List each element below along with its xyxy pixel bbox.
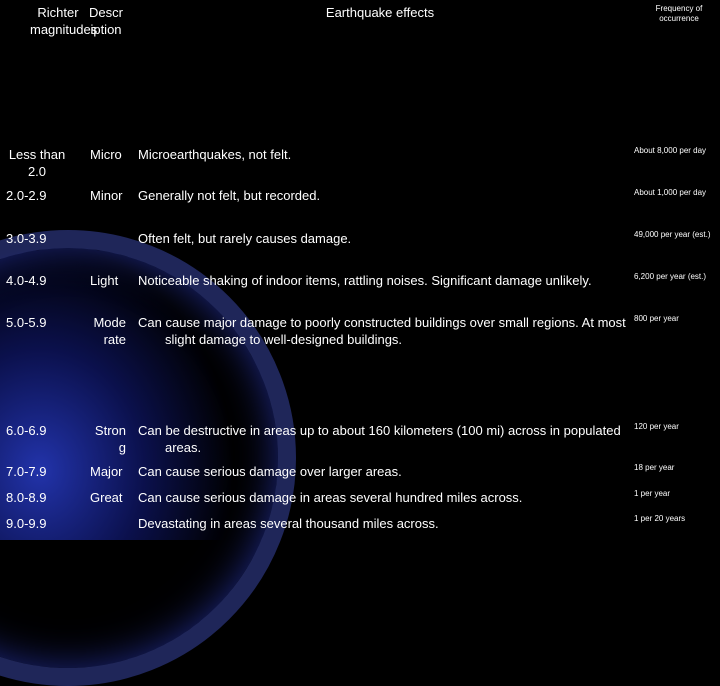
magnitude-cell: 7.0-7.9 xyxy=(6,464,47,479)
description-cell: Major xyxy=(90,464,123,479)
frequency-cell: 800 per year xyxy=(634,314,679,323)
description-cell: Moderate xyxy=(93,315,126,347)
magnitude-cell: 2.0-2.9 xyxy=(6,188,47,203)
header-effects: Earthquake effects xyxy=(325,5,435,20)
description-cell: Minor xyxy=(90,188,123,203)
frequency-cell: 1 per year xyxy=(634,489,671,498)
header-richter: Richter magnitudes xyxy=(30,5,98,37)
effect-cell: Noticeable shaking of indoor items, rattling noises. Significant damage unlikely. xyxy=(138,273,592,288)
effect-cell: Can cause serious damage in areas several hundred miles across. xyxy=(138,490,523,505)
effect-cell: Can be destructive in areas up to about 160 kilometers (100 mi) across in populated areas. xyxy=(138,423,621,455)
effect-cell: Devastating in areas several thousand miles across. xyxy=(138,516,439,531)
effect-cell: Can cause major damage to poorly constructed buildings over small regions. At most slight damage to well-designed buildings. xyxy=(138,315,626,347)
frequency-cell: About 8,000 per day xyxy=(634,146,707,155)
frequency-cell: 18 per year xyxy=(634,463,675,472)
effect-cell: Can cause serious damage over larger areas. xyxy=(138,464,402,479)
frequency-cell: 49,000 per year (est.) xyxy=(634,230,711,239)
description-cell: Strong xyxy=(94,423,126,455)
header-frequency: Frequency of occurrence xyxy=(655,4,703,23)
frequency-cell: 6,200 per year (est.) xyxy=(634,272,707,281)
magnitude-cell: 4.0-4.9 xyxy=(6,273,47,288)
effect-cell: Microearthquakes, not felt. xyxy=(138,147,292,162)
effect-cell: Generally not felt, but recorded. xyxy=(138,188,321,203)
description-cell: Great xyxy=(90,490,123,505)
header-description: Description xyxy=(89,5,123,37)
description-cell: Light xyxy=(90,273,119,288)
magnitude-cell: 9.0-9.9 xyxy=(6,516,47,531)
description-cell: Micro xyxy=(90,147,122,162)
frequency-cell: 1 per 20 years xyxy=(634,514,686,523)
magnitude-cell: 5.0-5.9 xyxy=(6,315,47,330)
magnitude-cell: Less than 2.0 xyxy=(8,147,66,179)
magnitude-cell: 6.0-6.9 xyxy=(6,423,47,438)
effect-cell: Often felt, but rarely causes damage. xyxy=(138,231,352,246)
magnitude-cell: 3.0-3.9 xyxy=(6,231,47,246)
magnitude-cell: 8.0-8.9 xyxy=(6,490,47,505)
frequency-cell: About 1,000 per day xyxy=(634,188,707,197)
frequency-cell: 120 per year xyxy=(634,422,679,431)
